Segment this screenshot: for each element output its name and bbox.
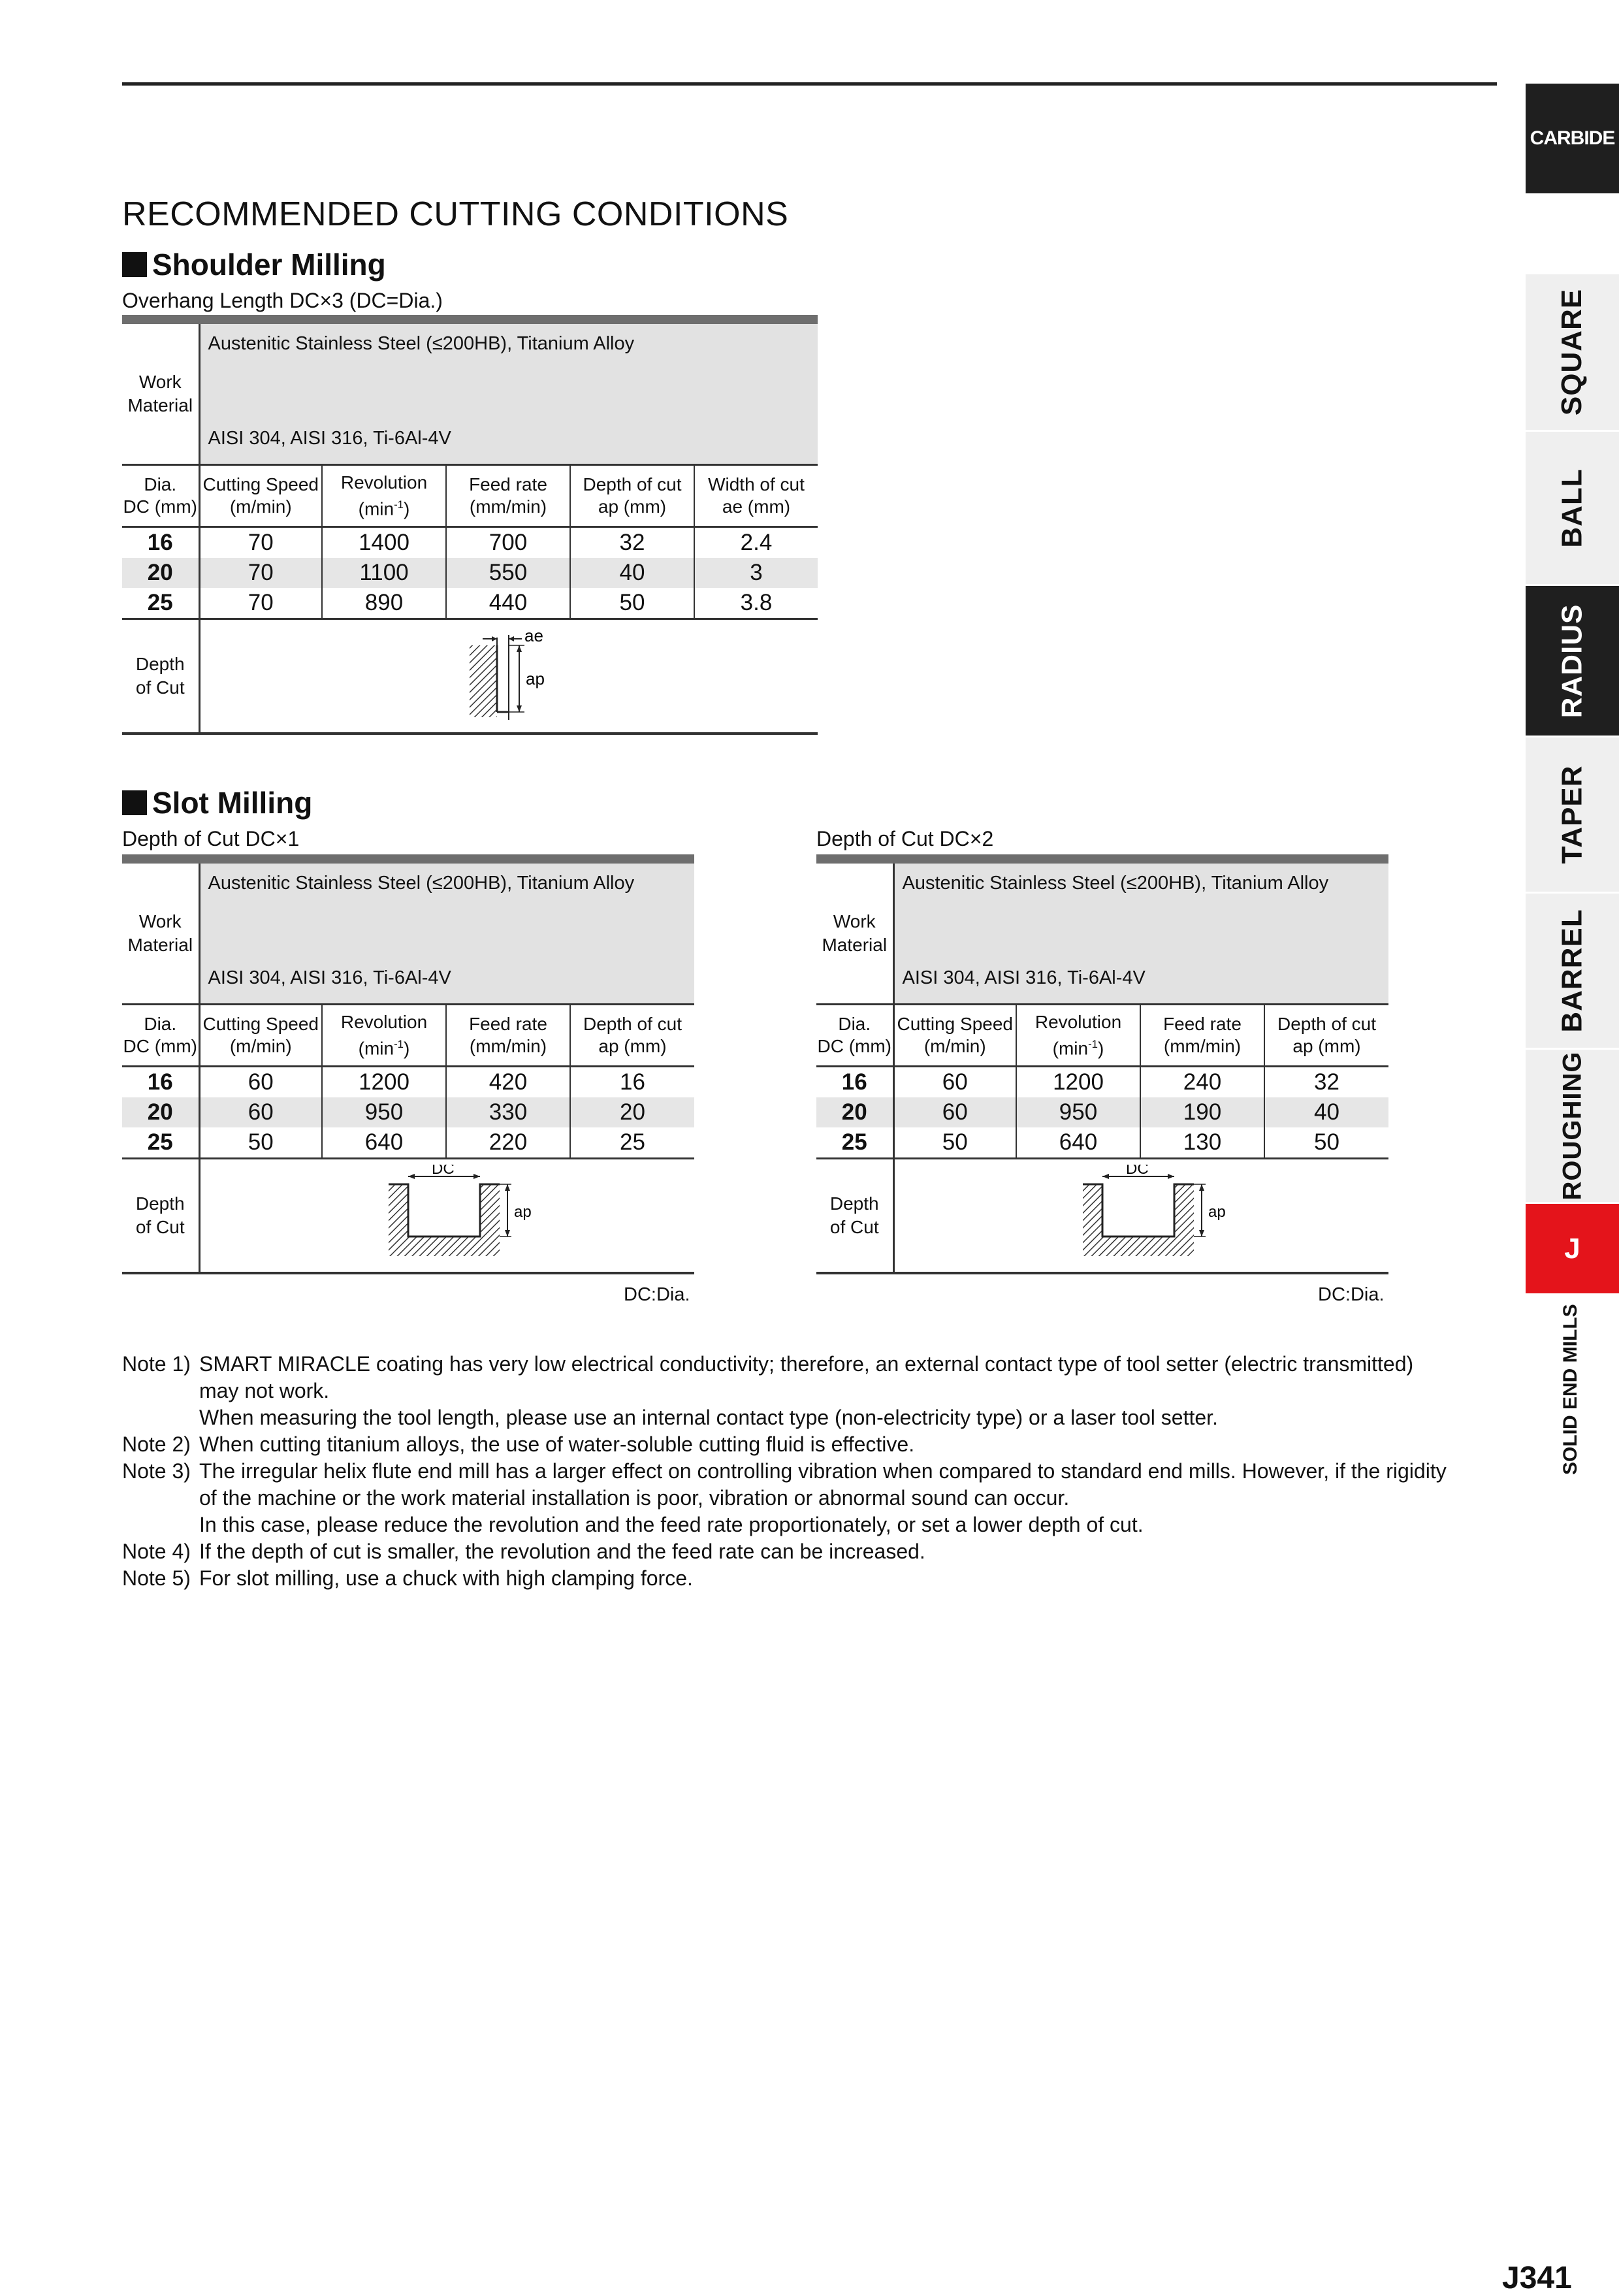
shoulder-depth-diagram [443,622,574,726]
cell: 70 [199,558,322,588]
note-line: When cutting titanium alloys, the use of water-soluble cutting fluid is effective. [199,1432,915,1456]
depth-of-cut-label: Depth of Cut [816,1159,893,1273]
slot-diagram-cell [199,1159,694,1273]
slot-milling-table-1 [122,854,694,1274]
cell: 640 [322,1127,446,1159]
cell: 50 [199,1127,322,1159]
cell: 3.8 [694,588,818,619]
slot-condition-1: Depth of Cut DC×1 [122,827,300,850]
cell: 890 [322,588,446,619]
notes [122,1351,1507,1592]
material-line-1: Austenitic Stainless Steel (≤200HB), Titanium Alloy [902,873,1329,894]
cell: 40 [1264,1097,1388,1127]
square-bullet-icon [122,790,147,815]
tab-ball[interactable] [1526,432,1619,584]
tab-label: SQUARE [1556,288,1588,416]
header-width-of-cut: Width of cut ae (mm) [694,465,818,527]
sidebar-tabs [1526,0,1619,2291]
header-row [122,465,818,527]
table-top-bar [122,315,818,324]
cell-dia: 20 [122,1097,199,1127]
work-material-label: Work Material [122,324,199,465]
depth-of-cut-label: Depth of Cut [122,619,199,734]
dc-dia-footnote-2: DC:Dia. [1318,1284,1385,1305]
tab-roughing[interactable] [1526,1050,1619,1202]
slot-milling-table-2 [816,854,1388,1274]
header-revolution: Revolution $(\min^{-1})$ [322,1005,446,1067]
note-2 [122,1431,1507,1458]
header-depth-of-cut: Depth of cut ap (mm) [570,465,694,527]
tab-barrel[interactable] [1526,894,1619,1048]
cell: 32 [1314,1069,1339,1095]
header-depth-of-cut: Depth of cut ap (mm) [570,1005,694,1067]
cell: 1100 [322,558,446,588]
cell-dia: 20 [122,558,199,588]
tab-label: J [1564,1232,1580,1265]
cell: 440 [446,588,570,619]
header-depth-of-cut: Depth of cut ap (mm) [1264,1005,1388,1067]
cell: 1200 [322,1067,446,1098]
shoulder-milling-title: Shoulder Milling [152,248,386,282]
shoulder-milling-table [122,315,818,735]
table-row [122,558,818,588]
tab-j[interactable] [1526,1204,1619,1293]
note-line: For slot milling, use a chuck with high clamping force. [199,1566,693,1590]
tab-label: BARREL [1556,909,1588,1033]
note-line: If the depth of cut is smaller, the revolution and the feed rate can be increased. [199,1540,925,1563]
work-material-label: Work Material [122,864,199,1005]
shoulder-milling-heading [122,247,386,282]
header-cutting-speed: Cutting Speed (m/min) [199,1005,322,1067]
tab-label: TAPER [1556,765,1588,864]
work-material-cell [199,324,818,465]
slot-milling-heading [122,785,312,820]
cell-dia: 16 [816,1067,893,1098]
cell: 1200 [1016,1067,1140,1098]
cell: 20 [570,1097,694,1127]
carbide-label: CARBIDE [1526,84,1619,193]
note-1 [122,1351,1507,1431]
table-row [816,1127,1388,1159]
material-line-2: AISI 304, AISI 316, Ti-6Al-4V [902,967,1146,988]
cell: 640 [1016,1127,1140,1159]
cell-dia: 20 [816,1097,893,1127]
note-label: Note 1) [122,1352,191,1376]
work-material-cell [893,864,1388,1005]
cell: 25 [570,1127,694,1159]
cell: 420 [446,1067,570,1098]
cell: 32 [570,527,694,558]
header-feed-rate: Feed rate (mm/min) [446,1005,570,1067]
square-bullet-icon [122,252,147,277]
tab-square[interactable] [1526,274,1619,430]
header-revolution: Revolution $(\min^{-1})$ [1016,1005,1140,1067]
header-dia: Dia. DC (mm) [122,465,199,527]
header-row [122,1005,694,1067]
material-line-2: AISI 304, AISI 316, Ti-6Al-4V [208,428,451,449]
ap-label: ap [1208,1203,1226,1221]
slot-depth-diagram [1057,1165,1226,1263]
note-line: In this case, please reduce the revolution and the feed rate proportionately, or set a lower depth of cut. [199,1513,1144,1536]
note-label: Note 2) [122,1432,191,1456]
material-line-2: AISI 304, AISI 316, Ti-6Al-4V [208,967,451,988]
table-row [122,1067,694,1098]
cell: 16 [620,1069,645,1095]
header-row [816,1005,1388,1067]
note-4 [122,1538,1507,1565]
tab-taper[interactable] [1526,737,1619,892]
shoulder-condition: Overhang Length DC×3 (DC=Dia.) [122,289,443,312]
cell: 190 [1140,1097,1264,1127]
cell: 50 [893,1127,1016,1159]
cell: 130 [1140,1127,1264,1159]
cell: 40 [570,558,694,588]
table-row [122,588,818,619]
table-row [122,527,818,558]
tab-label: BALL [1556,468,1588,548]
table-row [816,1097,1388,1127]
cell-dia: 16 [122,527,199,558]
cell: 3 [694,558,818,588]
note-3 [122,1458,1507,1538]
page-number: J341 [1502,2261,1572,2295]
depth-of-cut-label: Depth of Cut [122,1159,199,1273]
tab-label: ROUGHING [1558,1051,1586,1201]
dc-label: DC [431,1165,455,1178]
header-dia: Dia. DC (mm) [122,1005,199,1067]
cell: 50 [570,588,694,619]
table-top-bar [122,854,694,864]
dc-dia-footnote-1: DC:Dia. [624,1284,690,1305]
cell: 330 [446,1097,570,1127]
header-dia: Dia. DC (mm) [816,1005,893,1067]
ap-label: ap [526,669,545,689]
cell-dia: 16 [122,1067,199,1098]
cell-dia: 25 [122,1127,199,1159]
cell: 70 [199,527,322,558]
cell: 220 [446,1127,570,1159]
work-material-cell [199,864,694,1005]
slot-diagram-cell [893,1159,1388,1273]
note-line: may not work. [199,1379,330,1402]
cell: 50 [1264,1127,1388,1159]
header-cutting-speed: Cutting Speed (m/min) [893,1005,1016,1067]
cell: 550 [446,558,570,588]
ae-label: ae [524,626,544,646]
header-feed-rate: Feed rate (mm/min) [446,465,570,527]
tab-radius[interactable] [1526,586,1619,736]
table-row [122,1127,694,1159]
top-rule [122,82,1497,86]
cell: 1400 [322,527,446,558]
caption-text: SOLID END MILLS [1560,1304,1581,1475]
note-line: The irregular helix flute end mill has a larger effect on controlling vibration when compared to standard end mills. However, if the rigidity [199,1459,1447,1483]
table-row [816,1067,1388,1098]
work-material-label: Work Material [816,864,893,1005]
cell: 950 [1016,1097,1140,1127]
note-label: Note 5) [122,1566,191,1590]
tab-label: RADIUS [1556,604,1588,718]
note-line: of the machine or the work material installation is poor, vibration or abnormal sound can occur. [199,1486,1070,1510]
slot-condition-2: Depth of Cut DC×2 [816,827,994,850]
material-line-1: Austenitic Stainless Steel (≤200HB), Titanium Alloy [208,333,635,354]
cell: 700 [446,527,570,558]
cell-dia: 25 [122,588,199,619]
note-line: When measuring the tool length, please use an internal contact type (non-electricity type) or a laser tool setter. [199,1406,1218,1429]
table-top-bar [816,854,1388,864]
cell: 70 [199,588,322,619]
note-line: SMART MIRACLE coating has very low electrical conductivity; therefore, an external contact type of tool setter (electric transmitted) [199,1352,1414,1376]
note-5 [122,1565,1507,1592]
dc-label: DC [1125,1165,1149,1178]
header-feed-rate: Feed rate (mm/min) [1140,1005,1264,1067]
cell: 60 [199,1067,322,1098]
table-row [122,1097,694,1127]
slot-milling-title: Slot Milling [152,786,313,820]
material-line-1: Austenitic Stainless Steel (≤200HB), Titanium Alloy [208,873,635,894]
note-label: Note 3) [122,1459,191,1483]
cell: 60 [199,1097,322,1127]
header-cutting-speed: Cutting Speed (m/min) [199,465,322,527]
shoulder-diagram-cell [199,619,818,734]
cell: 950 [322,1097,446,1127]
cell: 240 [1140,1067,1264,1098]
ap-label: ap [513,1203,532,1221]
page-title: RECOMMENDED CUTTING CONDITIONS [122,195,789,233]
cell: 60 [893,1097,1016,1127]
slot-depth-diagram [362,1165,532,1263]
header-revolution: Revolution $(\min^{-1})$ [322,465,446,527]
cell: 60 [893,1067,1016,1098]
cell: 2.4 [740,530,773,555]
cell-dia: 25 [816,1127,893,1159]
note-label: Note 4) [122,1540,191,1563]
